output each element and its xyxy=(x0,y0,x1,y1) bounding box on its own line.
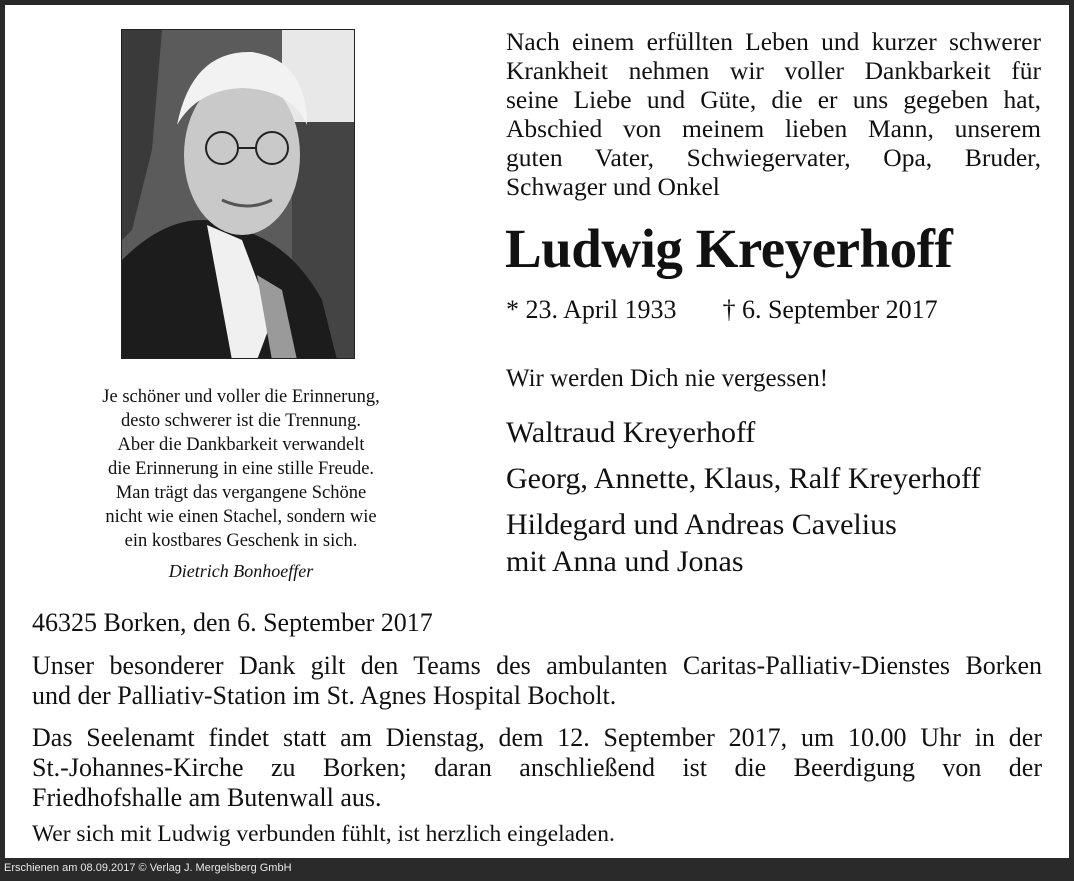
intro-text xyxy=(506,27,1041,201)
service-line: Das Seelenamt findet statt am Dienstag, dem 12. September 2017, um 10.00 Uhr in der xyxy=(32,723,1042,752)
family-entry: Georg, Annette, Klaus, Ralf Kreyerhoff xyxy=(506,462,981,495)
quote-line: desto schwerer ist die Trennung. xyxy=(121,411,361,431)
quote-line: ein kostbares Geschenk in sich. xyxy=(124,531,358,551)
thanks-line: Unser besonderer Dank gilt den Teams des ambulanten Caritas-Palliativ-Dienstes Borken xyxy=(32,651,1042,680)
deceased-name: Ludwig Kreyerhoff xyxy=(505,218,953,279)
service-line: St.-Johannes-Kirche zu Borken; daran anschließend ist die Beerdigung von der xyxy=(32,753,1042,782)
quote-author: Dietrich Bonhoeffer xyxy=(168,561,314,581)
family-entry xyxy=(506,502,981,582)
location-date: 46325 Borken, den 6. September 2017 xyxy=(32,608,433,637)
service-line: Friedhofshalle am Butenwall aus. xyxy=(32,783,382,812)
service-paragraph xyxy=(32,723,1042,813)
quote-line: Aber die Dankbarkeit verwandelt xyxy=(117,435,365,455)
quote-line: Man trägt das vergangene Schöne xyxy=(115,483,367,503)
farewell-line: Wir werden Dich nie vergessen! xyxy=(506,365,829,392)
birth-date: * 23. April 1933 xyxy=(506,295,677,324)
life-dates xyxy=(506,295,938,325)
death-date: † 6. September 2017 xyxy=(722,295,938,324)
obituary-notice xyxy=(5,5,1069,858)
thanks-line: und der Palliativ-Station im St. Agnes Hospital Bocholt. xyxy=(32,681,617,710)
intro-line: Krankheit nehmen wir voller Dankbarkeit für xyxy=(506,56,1041,85)
invitation-line: Wer sich mit Ludwig verbunden fühlt, ist herzlich eingeladen. xyxy=(32,821,615,847)
thanks-paragraph xyxy=(32,651,1042,711)
intro-line: seine Liebe und Güte, die er uns gegeben hat, xyxy=(506,85,1041,114)
quote-line: die Erinnerung in eine stille Freude. xyxy=(107,459,375,479)
intro-line: guten Vater, Schwiegervater, Opa, Bruder, xyxy=(506,143,1041,172)
intro-line: Schwager und Onkel xyxy=(506,172,720,201)
quote-line: Je schöner und voller die Erinnerung, xyxy=(102,387,380,407)
portrait-photo xyxy=(121,29,355,359)
family-entry-line: mit Anna und Jonas xyxy=(506,545,744,578)
quote-line: nicht wie einen Stachel, sondern wie xyxy=(105,507,377,527)
portrait-illustration xyxy=(122,30,355,359)
family-entry: Waltraud Kreyerhoff xyxy=(506,416,756,449)
family-entry-line: Hildegard und Andreas Cavelius xyxy=(506,508,897,541)
publication-footer: Erschienen am 08.09.2017 © Verlag J. Mergelsberg GmbH xyxy=(4,862,292,874)
bonhoeffer-quote xyxy=(35,385,447,583)
family-list xyxy=(506,410,981,582)
intro-line: Nach einem erfüllten Leben und kurzer schwerer xyxy=(506,27,1041,56)
intro-line: Abschied von meinem lieben Mann, unserem xyxy=(506,114,1041,143)
